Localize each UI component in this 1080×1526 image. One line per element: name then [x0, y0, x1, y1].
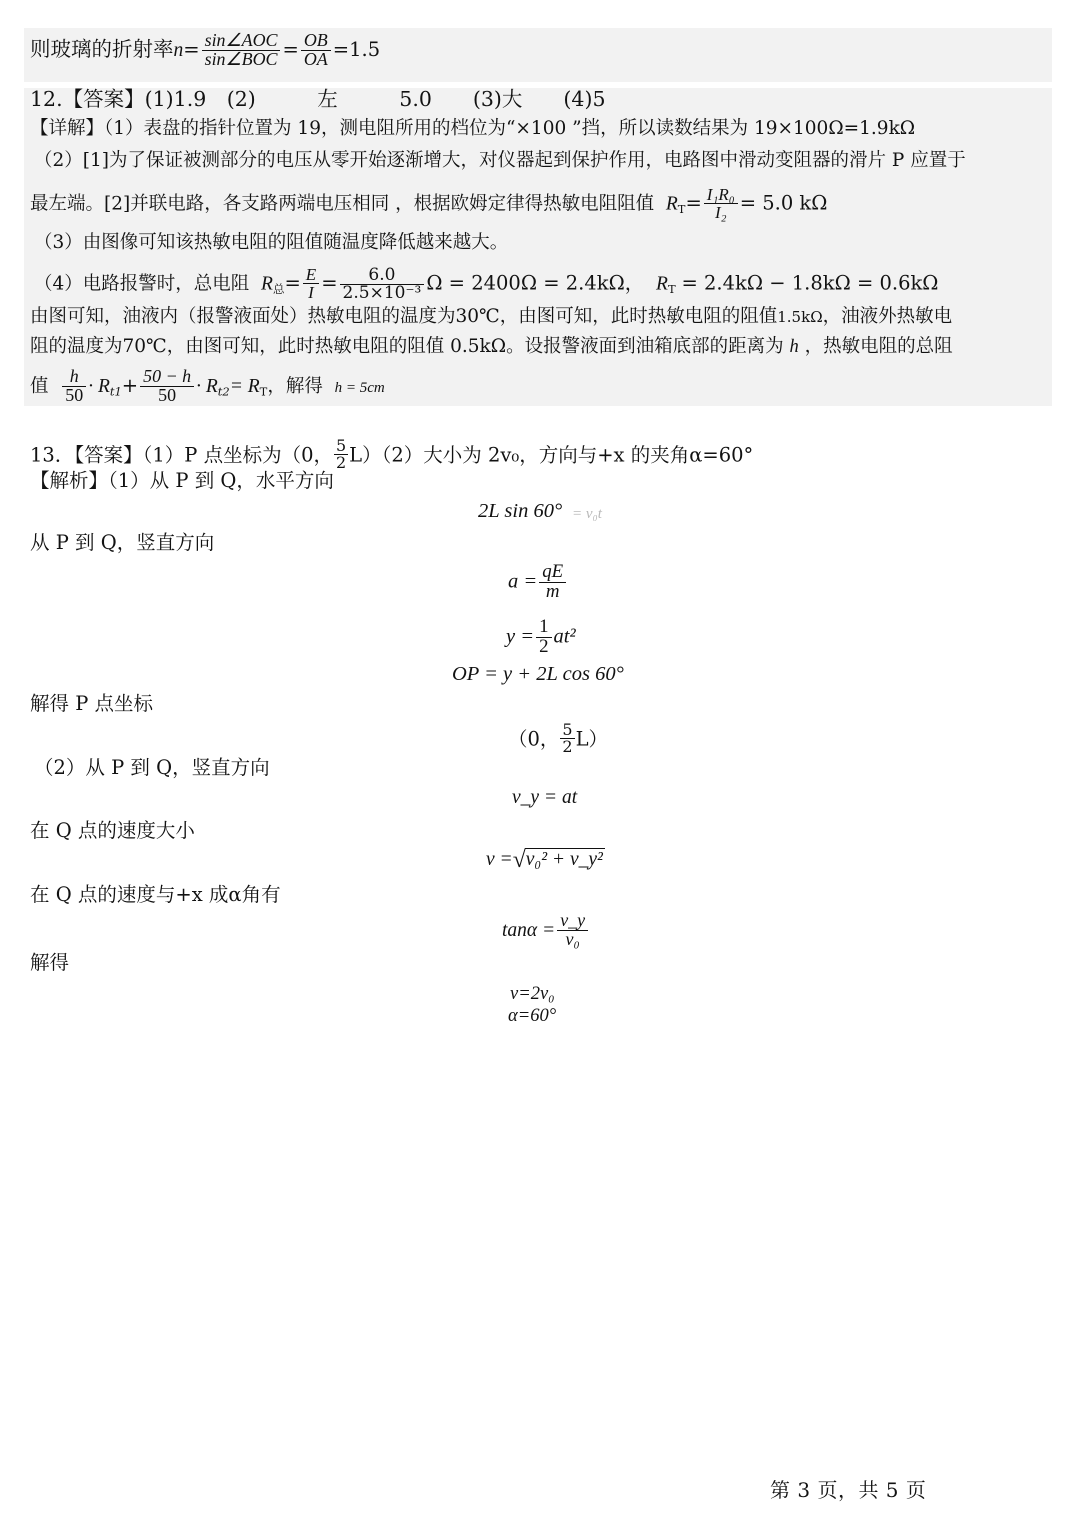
q13-eq-a-lhs: a = [508, 570, 538, 593]
q13-line-speed-q [30, 820, 195, 842]
q12-rtotal-symbol: R [261, 273, 273, 295]
q12-para6-eq-sub: T [259, 384, 268, 399]
q12-para5-line-a [30, 306, 952, 327]
q12-rtotal-tail: Ω = 2400Ω = 2.4kΩ， [426, 271, 645, 295]
top-line-eq1: = [183, 38, 200, 62]
q13-line-angle-text: 在 Q 点的速度与+x 成α角有 [30, 883, 281, 906]
q12-detail-line-2a [34, 150, 966, 171]
q13-result-coord-den: 2 [562, 736, 573, 756]
q12-para6-result: h = 5cm [334, 380, 385, 397]
q12-detail-3-text: （3）由图像可知该热敏电阻的阻值随温度降低越来越大。 [34, 232, 509, 253]
q12-para5-b-h: h [789, 337, 799, 357]
q13-result-coord-b: L） [575, 727, 609, 751]
q13-eq-vy-text: v_y = at [512, 787, 578, 808]
q13-analysis-1: （1）从 P 到 Q，水平方向 [108, 469, 334, 492]
q12-rt-equals: = [685, 191, 702, 215]
q12-detail-tag: 【详解】 [30, 118, 105, 139]
q13-eq-a-fraction [539, 563, 566, 602]
q12-para5-a-tail: ，油液外热敏电 [822, 306, 953, 327]
q13-answer-line [30, 438, 753, 470]
q13-eq-y-den: 2 [536, 637, 551, 657]
q13-eq-horizontal-text: 2L sin 60° [478, 500, 563, 522]
q13-line-solve [30, 952, 69, 974]
q13-eq-horizontal [478, 500, 562, 524]
q13-eq-op-text: OP = y + 2L cos 60° [452, 663, 624, 685]
q12-para6-line [30, 368, 385, 405]
q12-para6-equals: = R [229, 376, 260, 398]
q13-eq-tan-den: v₀ [557, 930, 588, 949]
q13-eq-displacement [506, 618, 576, 657]
q13-eq-horizontal-faded [572, 506, 602, 523]
q12-para6-r1-sub: t1 [109, 384, 122, 399]
q12-answer-line [30, 88, 606, 112]
top-line-frac-den: sin∠BOC [202, 50, 281, 69]
q12-detail-line-2b [30, 186, 827, 221]
q12-para6-f1-num: h [69, 366, 79, 386]
q13-analysis-line-1 [30, 470, 334, 492]
q13-eq-horizontal-faded-text: = v₀t [572, 506, 602, 522]
q12-number: 12. [30, 87, 63, 111]
top-line-fraction-ob-oa [301, 32, 331, 69]
top-line-frac-num: sin∠AOC [204, 30, 278, 50]
page-footer [770, 1474, 926, 1503]
top-line-var-n: n [173, 40, 184, 62]
page-footer-text: 第 3 页，共 5 页 [770, 1478, 927, 1502]
q13-eq-y-num: 1 [539, 616, 549, 637]
q13-answer-tag: 【答案】 [74, 443, 143, 467]
q12-para5-line-b [30, 336, 953, 358]
q13-eq-v-lhs: v = [486, 849, 513, 870]
top-line-prefix: 则玻璃的折射率 [30, 37, 174, 62]
q13-number: 13． [30, 443, 75, 467]
q13-eq-tan-num: v_y [560, 910, 586, 930]
q13-line-vertical-1 [30, 532, 214, 554]
q12-rt-frac-den: I₂ [704, 203, 738, 221]
q13-eq-v-sqrt [513, 848, 605, 871]
q13-eq-acceleration [508, 563, 568, 602]
q12-rt2-subscript: T [667, 281, 676, 296]
q12-para5-b-text: 阻的温度为70℃，由图可知，此时热敏电阻的阻值 0.5kΩ。设报警液面到油箱底部的距离为 [30, 336, 784, 357]
q12-detail-2b-text: 最左端。[2]并联电路，各支路两端电压相同 ，根据欧姆定律得热敏电阻阻值 [30, 193, 655, 215]
q13-result-alpha-text: α=60° [508, 1006, 557, 1026]
q12-detail-line-1 [30, 118, 915, 139]
q12-rtotal-eq1: = [284, 271, 301, 295]
q12-para5-a-value: 1.5kΩ [777, 308, 823, 326]
q12-rtotal-eq2: = [321, 271, 338, 295]
q13-eq-v-radicand: v₀² + v_y² [525, 849, 603, 870]
q13-eq-tangent [502, 912, 590, 949]
q13-eq-y-lhs: y = [506, 625, 535, 648]
q13-line-solve-text: 解得 [30, 951, 70, 974]
q12-rt2-symbol: R [656, 273, 668, 295]
top-refraction-line [30, 32, 380, 69]
q13-line-speed-q-text: 在 Q 点的速度大小 [30, 819, 195, 842]
q13-ans-part1-b: L）（2）大小为 2v₀，方向与+x 的夹角α=60° [349, 443, 754, 467]
q12-para6-r2-sub: t2 [217, 384, 230, 399]
q13-result-v-text: v=2v₀ [510, 984, 555, 1004]
q12-rt-frac-num: I₁R₀ [706, 185, 735, 204]
q12-rtotal-f1-den: I [303, 283, 319, 301]
q13-eq-y-tail: at² [553, 625, 576, 648]
q12-rtotal-fraction-numeric [340, 267, 425, 302]
q13-eq-a-num: qE [542, 561, 564, 582]
q12-rtotal-f2-num: 6.0 [368, 265, 396, 285]
q13-line-solve-p-text: 解得 P 点坐标 [30, 692, 154, 715]
q12-rt-fraction [704, 186, 738, 221]
q12-rt-symbol: R [665, 193, 678, 215]
top-line-value: 1.5 [349, 38, 381, 62]
q12-rtotal-f1-num: E [305, 265, 317, 284]
q13-result-coord-fraction [560, 722, 574, 754]
q12-rtotal-subscript: 总 [272, 281, 285, 296]
q13-result-coordinate [508, 722, 608, 754]
q12-para5-a-text: 由图可知，油液内（报警液面处）热敏电阻的温度为30℃，由图可知，此时热敏电阻的阻值 [30, 306, 778, 327]
q12-rt-subscript: T [677, 201, 686, 216]
q13-line-vertical-1-text: 从 P 到 Q，竖直方向 [30, 531, 215, 554]
top-line-fraction-sin [202, 32, 281, 69]
q12-para6-fraction-h50 [62, 368, 86, 405]
q12-rtotal-f2-den: 2.5×10⁻³ [340, 284, 425, 302]
q12-para5-b-tail: ，热敏电阻的总阻 [804, 336, 953, 357]
q12-detail-1-text: （1）表盘的指针位置为 19，测电阻所用的档位为“×100 ”挡，所以读数结果为 [104, 118, 749, 139]
q12-para6-f2-den: 50 [140, 386, 194, 405]
q12-rt2-value: = 2.4kΩ − 1.8kΩ = 0.6kΩ [681, 271, 939, 295]
q12-detail-line-4 [34, 266, 938, 302]
top-line-eq2: = [282, 38, 299, 62]
q13-ans-part1-a: （1）P 点坐标为（0， [142, 443, 333, 467]
q13-result-angle [508, 1006, 556, 1027]
q12-para6-r2: · R [196, 376, 218, 398]
q13-eq-y-fraction [536, 618, 551, 657]
q12-detail-1-result: 19×100Ω=1.9kΩ [753, 118, 916, 139]
q13-eq-a-den: m [539, 582, 566, 602]
q13-line-part2 [34, 757, 270, 779]
q12-detail-line-3 [34, 232, 508, 253]
q13-result-coord-a: （0， [508, 727, 560, 751]
q12-detail-2a-text: （2）[1]为了保证被测部分的电压从零开始逐渐增大，对仪器起到保护作用，电路图中滑动变阻器的滑片 P 应置于 [34, 150, 966, 171]
top-line-frac2-den: OA [301, 50, 331, 69]
q13-eq-tan-lhs: tanα = [502, 920, 556, 942]
q12-detail-4-lead: （4）电路报警时，总电阻 [34, 273, 250, 295]
q13-ans-fraction [334, 438, 348, 470]
q12-rt-value: = 5.0 kΩ [739, 191, 828, 215]
q12-para6-f2-num: 50 − h [143, 366, 192, 386]
q13-analysis-tag: 【解析】 [30, 469, 109, 492]
q13-ans-frac-den: 2 [335, 452, 347, 472]
q13-eq-tan-fraction [557, 912, 588, 949]
top-line-frac2-num: OB [303, 30, 328, 50]
q12-para6-plus: + [121, 374, 139, 398]
q13-result-coord-num: 5 [562, 720, 573, 739]
q13-line-angle [30, 884, 281, 906]
q13-result-velocity [510, 984, 555, 1005]
q13-eq-op [452, 663, 624, 687]
q12-para6-lead: 值 [30, 376, 49, 398]
q12-para6-r1: · R [88, 376, 110, 398]
q13-eq-speed [486, 848, 605, 871]
q12-para6-tail: ，解得 [267, 376, 323, 398]
q12-rtotal-fraction-ei [303, 266, 319, 301]
q12-answer-tag: 【答案】 [62, 87, 145, 111]
q12-para6-fraction-50mh [140, 368, 194, 405]
q13-line-solve-p [30, 693, 153, 715]
q13-eq-vy [512, 787, 577, 809]
q12-para6-f1-den: 50 [62, 386, 86, 405]
q12-answer-items: (1)1.9 (2) 左 5.0 (3)大 (4)5 [144, 87, 606, 111]
q13-ans-frac-num: 5 [335, 436, 347, 455]
top-line-eq3: = [332, 38, 350, 62]
q13-line-part2-text: （2）从 P 到 Q，竖直方向 [34, 756, 270, 779]
